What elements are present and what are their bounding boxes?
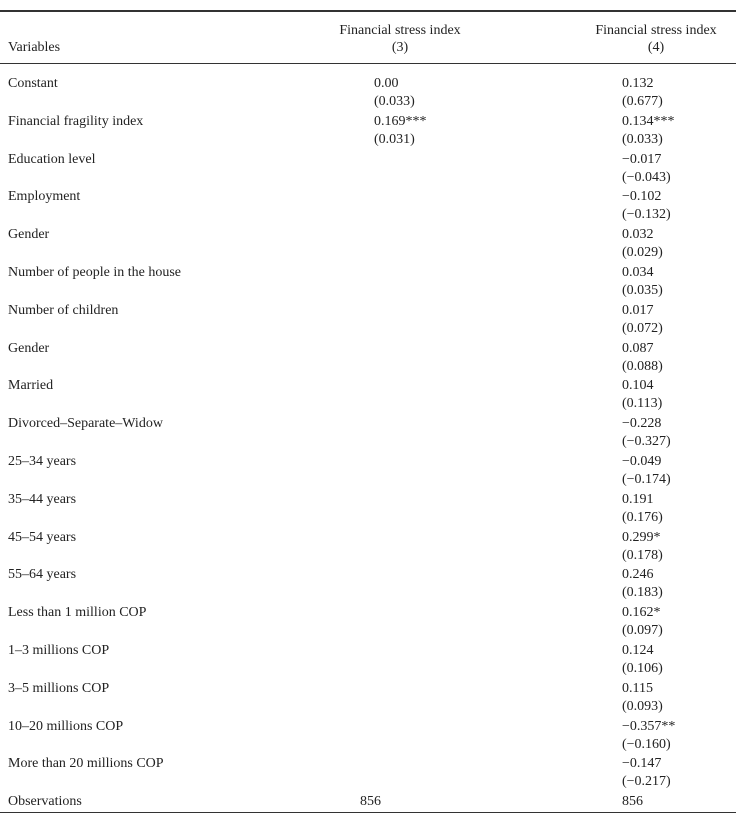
- table-row: [0, 226, 736, 264]
- column-4-estimate: 0.132: [622, 76, 654, 91]
- column-4-standard-error: (0.113): [622, 396, 663, 412]
- column-3-cell: [374, 113, 427, 149]
- column-4-standard-error: (0.176): [622, 509, 663, 525]
- column-4-standard-error: (0.677): [622, 94, 663, 109]
- column-4-standard-error: (−0.043): [622, 169, 671, 185]
- row-label: Gender: [8, 340, 50, 356]
- column-4-standard-error: (−0.217): [622, 774, 671, 790]
- table-header-rule: [0, 63, 736, 64]
- header-column-4-number: (4): [647, 40, 665, 55]
- row-label: Employment: [8, 189, 81, 205]
- column-4-cell: [622, 340, 663, 376]
- observations-label: Observations: [8, 794, 82, 810]
- column-4-estimate: 0.104: [622, 378, 654, 394]
- column-4-standard-error: (0.072): [622, 320, 663, 336]
- column-4-cell: [622, 566, 663, 602]
- table-row: [0, 453, 736, 491]
- column-4-cell: [622, 302, 663, 338]
- column-4-standard-error: (0.178): [622, 547, 663, 563]
- table-row: [0, 340, 736, 378]
- table-top-rule: [0, 10, 736, 12]
- row-label: Divorced–Separate–Widow: [8, 416, 163, 432]
- header-column-4-title: Financial stress index: [595, 23, 717, 38]
- column-4-standard-error: (−0.160): [622, 736, 671, 752]
- column-4-standard-error: (−0.132): [622, 207, 671, 223]
- header-column-3-title: Financial stress index: [339, 23, 461, 38]
- observations-column-3: 856: [360, 794, 381, 810]
- table-row: [0, 529, 736, 567]
- column-4-estimate: 0.115: [622, 680, 653, 696]
- column-4-standard-error: (0.093): [622, 698, 663, 714]
- column-4-cell: [622, 151, 671, 187]
- column-4-estimate: −0.357**: [622, 718, 676, 734]
- column-4-estimate: 0.246: [622, 567, 654, 583]
- row-label: 35–44 years: [8, 491, 77, 507]
- column-4-estimate: −0.147: [622, 756, 662, 772]
- column-4-cell: [622, 718, 675, 754]
- column-4-cell: [622, 491, 663, 527]
- table-body: [0, 75, 736, 831]
- column-4-estimate: 0.087: [622, 340, 654, 356]
- row-label: Married: [8, 378, 54, 394]
- table-row: [0, 491, 736, 529]
- column-4-standard-error: (−0.327): [622, 434, 671, 450]
- column-4-estimate: 0.032: [622, 227, 654, 243]
- row-label: Gender: [8, 227, 50, 243]
- column-4-cell: [622, 453, 671, 489]
- table-bottom-rule: [0, 812, 736, 813]
- table-row: [0, 642, 736, 680]
- column-4-estimate: 0.134***: [622, 113, 675, 129]
- column-4-standard-error: (0.106): [622, 660, 663, 676]
- row-label: More than 20 millions COP: [8, 756, 164, 772]
- column-4-standard-error: (0.183): [622, 585, 663, 601]
- column-3-standard-error: (0.033): [374, 94, 415, 109]
- observations-column-4: 856: [622, 794, 643, 810]
- column-4-cell: [622, 529, 663, 565]
- row-label: 1–3 millions COP: [8, 642, 110, 658]
- table-row: [0, 188, 736, 226]
- row-label: 45–54 years: [8, 529, 77, 545]
- table-row: [0, 151, 736, 189]
- column-3-cell: [374, 75, 415, 111]
- table-row: [0, 75, 736, 113]
- column-3-estimate: 0.169***: [374, 113, 427, 129]
- column-4-cell: [622, 415, 671, 451]
- column-4-cell: [622, 604, 663, 640]
- table-row: [0, 377, 736, 415]
- column-4-standard-error: (0.097): [622, 623, 663, 639]
- header-column-3-number: (3): [391, 40, 409, 55]
- row-label: Less than 1 million COP: [8, 605, 147, 621]
- column-4-estimate: 0.124: [622, 642, 654, 658]
- column-4-standard-error: (0.088): [622, 358, 663, 374]
- row-label: 3–5 millions COP: [8, 680, 110, 696]
- table-row: [0, 302, 736, 340]
- column-4-cell: [622, 680, 663, 716]
- table-row: [0, 680, 736, 718]
- row-label: Financial fragility index: [8, 113, 144, 129]
- table-row: [0, 604, 736, 642]
- column-4-estimate: 0.034: [622, 264, 654, 280]
- column-4-estimate: −0.102: [622, 189, 662, 205]
- table-row: [0, 718, 736, 756]
- column-3-standard-error: (0.031): [374, 131, 415, 147]
- table-row: [0, 415, 736, 453]
- column-4-estimate: −0.228: [622, 416, 662, 432]
- header-variables: Variables: [8, 40, 61, 55]
- table-row: [0, 755, 736, 793]
- table-row: [0, 566, 736, 604]
- table-row: [0, 264, 736, 302]
- column-4-cell: [622, 113, 675, 149]
- table-row: [0, 113, 736, 151]
- header-column-3: [290, 22, 510, 56]
- column-4-estimate: 0.299*: [622, 529, 661, 545]
- column-4-estimate: −0.049: [622, 453, 662, 469]
- column-4-cell: [622, 755, 671, 791]
- header-column-4: [546, 22, 736, 56]
- column-4-estimate: 0.162*: [622, 605, 661, 621]
- row-label: Education level: [8, 151, 96, 167]
- column-3-estimate: 0.00: [374, 76, 399, 91]
- column-4-cell: [622, 264, 663, 300]
- column-4-cell: [622, 75, 663, 111]
- row-label: 25–34 years: [8, 453, 77, 469]
- row-label: Constant: [8, 76, 58, 91]
- column-4-cell: [622, 377, 662, 413]
- column-4-cell: [622, 642, 663, 678]
- row-label: 10–20 millions COP: [8, 718, 124, 734]
- column-4-standard-error: (−0.174): [622, 471, 671, 487]
- row-label: Number of people in the house: [8, 264, 182, 280]
- column-4-cell: [622, 188, 671, 224]
- column-4-standard-error: (0.033): [622, 131, 663, 147]
- row-label: 55–64 years: [8, 567, 77, 583]
- column-4-estimate: −0.017: [622, 151, 662, 167]
- column-4-cell: [622, 226, 663, 262]
- column-4-standard-error: (0.035): [622, 282, 663, 298]
- row-label: Number of children: [8, 302, 119, 318]
- column-4-estimate: 0.191: [622, 491, 654, 507]
- column-4-estimate: 0.017: [622, 302, 654, 318]
- column-4-standard-error: (0.029): [622, 245, 663, 261]
